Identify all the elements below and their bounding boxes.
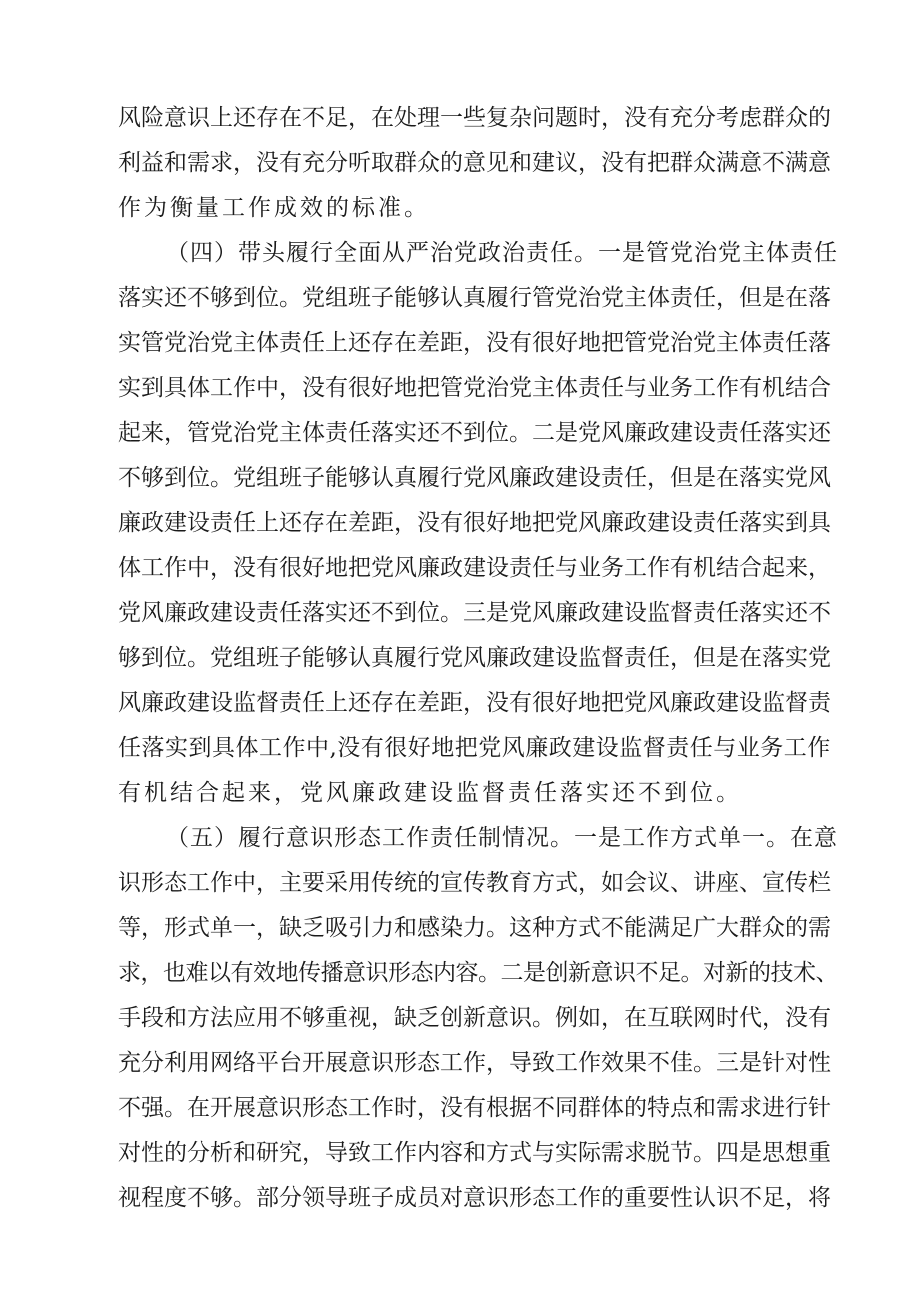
text-line: 识形态工作中，主要采用传统的宣传教育方式，如会议、讲座、宣传栏 bbox=[118, 870, 831, 896]
text-line: 任落实到具体工作中,没有很好地把党风廉政建设监督责任与业务工作 bbox=[118, 735, 831, 761]
text-line: 求，也难以有效地传播意识形态内容。二是创新意识不足。对新的技术、 bbox=[118, 960, 838, 986]
section-heading-line: （五）履行意识形态工作责任制情况。一是工作方式单一。在意 bbox=[166, 825, 838, 851]
text-line: 作为衡量工作成效的标准。 bbox=[118, 195, 430, 221]
text-line: 手段和方法应用不够重视，缺乏创新意识。例如，在互联网时代，没有 bbox=[118, 1005, 831, 1031]
text-line: 够到位。党组班子能够认真履行党风廉政建设监督责任，但是在落实党 bbox=[118, 645, 831, 671]
text-line: 充分利用网络平台开展意识形态工作，导致工作效果不佳。三是针对性 bbox=[118, 1050, 831, 1076]
text-line: 利益和需求，没有充分听取群众的意见和建议，没有把群众满意不满意 bbox=[118, 150, 831, 176]
text-line: 不强。在开展意识形态工作时，没有根据不同群体的特点和需求进行针 bbox=[118, 1095, 831, 1121]
text-line: 风险意识上还存在不足，在处理一些复杂问题时，没有充分考虑群众的 bbox=[118, 105, 831, 131]
text-line: 实到具体工作中，没有很好地把管党治党主体责任与业务工作有机结合 bbox=[118, 375, 831, 401]
text-line: 体工作中，没有很好地把党风廉政建设责任与业务工作有机结合起来， bbox=[118, 555, 831, 581]
text-line: 实管党治党主体责任上还存在差距，没有很好地把管党治党主体责任落 bbox=[118, 330, 831, 356]
text-line: 风廉政建设监督责任上还存在差距，没有很好地把党风廉政建设监督责 bbox=[118, 690, 831, 716]
text-line: 视程度不够。部分领导班子成员对意识形态工作的重要性认识不足，将 bbox=[118, 1185, 831, 1211]
text-line: 起来，管党治党主体责任落实还不到位。二是党风廉政建设责任落实还 bbox=[118, 420, 831, 446]
text-line: 党风廉政建设责任落实还不到位。三是党风廉政建设监督责任落实还不 bbox=[118, 600, 831, 626]
text-line: 不够到位。党组班子能够认真履行党风廉政建设责任，但是在落实党风 bbox=[118, 465, 831, 491]
text-line: 廉政建设责任上还存在差距，没有很好地把党风廉政建设责任落实到具 bbox=[118, 510, 831, 536]
section-heading-line: （四）带头履行全面从严治党政治责任。一是管党治党主体责任 bbox=[166, 240, 838, 266]
text-line: 有机结合起来，党风廉政建设监督责任落实还不到位。 bbox=[118, 780, 742, 806]
text-line: 落实还不够到位。党组班子能够认真履行管党治党主体责任，但是在落 bbox=[118, 285, 831, 311]
text-line: 等，形式单一，缺乏吸引力和感染力。这种方式不能满足广大群众的需 bbox=[118, 915, 831, 941]
text-line: 对性的分析和研究，导致工作内容和方式与实际需求脱节。四是思想重 bbox=[118, 1140, 831, 1166]
